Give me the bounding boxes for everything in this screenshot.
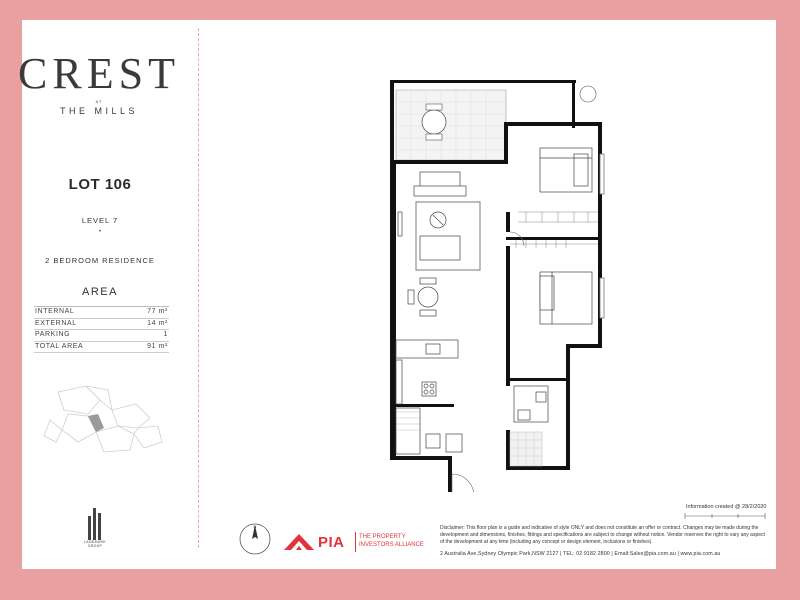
area-value: 1 <box>163 331 168 338</box>
column-divider <box>198 28 199 548</box>
area-heading: AREA <box>82 286 118 298</box>
pia-house-icon <box>282 530 316 552</box>
area-label: TOTAL AREA <box>35 342 84 350</box>
residence-type: 2 BEDROOM RESIDENCE <box>45 256 155 265</box>
area-value: 91 m² <box>147 342 168 350</box>
pia-tagline-1: THE PROPERTY <box>359 534 406 540</box>
area-label: INTERNAL <box>35 308 75 315</box>
pia-name: PIA <box>318 534 345 551</box>
key-plan-map <box>38 380 168 460</box>
area-row-parking <box>34 330 169 342</box>
contact-address: 2 Australia Ave,Sydney Olympic Park,NSW 2127 | TEL: 02 9182 2800 | Email:Sales@pia.com.au | www.pia.com.au <box>440 551 721 557</box>
pia-tagline-2: INVESTORS ALLIANCE <box>359 542 424 548</box>
brand-at: AT <box>95 99 103 104</box>
landmark-label: LANDMARK GROUP <box>84 540 106 548</box>
area-row-internal <box>34 307 169 319</box>
lot-level: LEVEL 7 <box>81 216 119 225</box>
brand-name: CREST <box>18 49 180 98</box>
landmark-logo-icon <box>82 506 108 540</box>
area-row-total <box>34 342 169 354</box>
area-value: 77 m² <box>147 308 168 315</box>
brand-subname: THE MILLS <box>59 106 138 116</box>
crest-logo <box>14 49 184 116</box>
floor-plan <box>356 62 618 492</box>
pia-divider <box>355 532 356 552</box>
bullet-separator: • <box>98 229 102 235</box>
area-table <box>34 306 169 353</box>
info-created-date: Information created @ 28/2/2020 <box>686 504 767 510</box>
svg-text:N: N <box>253 524 257 529</box>
north-compass-icon <box>238 522 272 556</box>
area-label: PARKING <box>35 331 71 338</box>
area-row-external <box>34 319 169 331</box>
balcony <box>396 90 506 160</box>
pia-tagline <box>359 533 424 549</box>
area-value: 14 m² <box>147 319 168 327</box>
lot-title: LOT 106 <box>68 176 132 193</box>
area-label: EXTERNAL <box>35 319 77 327</box>
disclaimer-text: Disclaimer: This floor plan is a guide and indicative of style ONLY and does not constitute an offer or contract. Changes may be made during the development and dimensions, finishes, fittings and specifications are subject to change without notice. Vendor reserves the right to vary any aspect of the development at any time (including any concept or design element, inclusions or finishes). <box>440 525 765 545</box>
scale-bar <box>684 512 766 520</box>
